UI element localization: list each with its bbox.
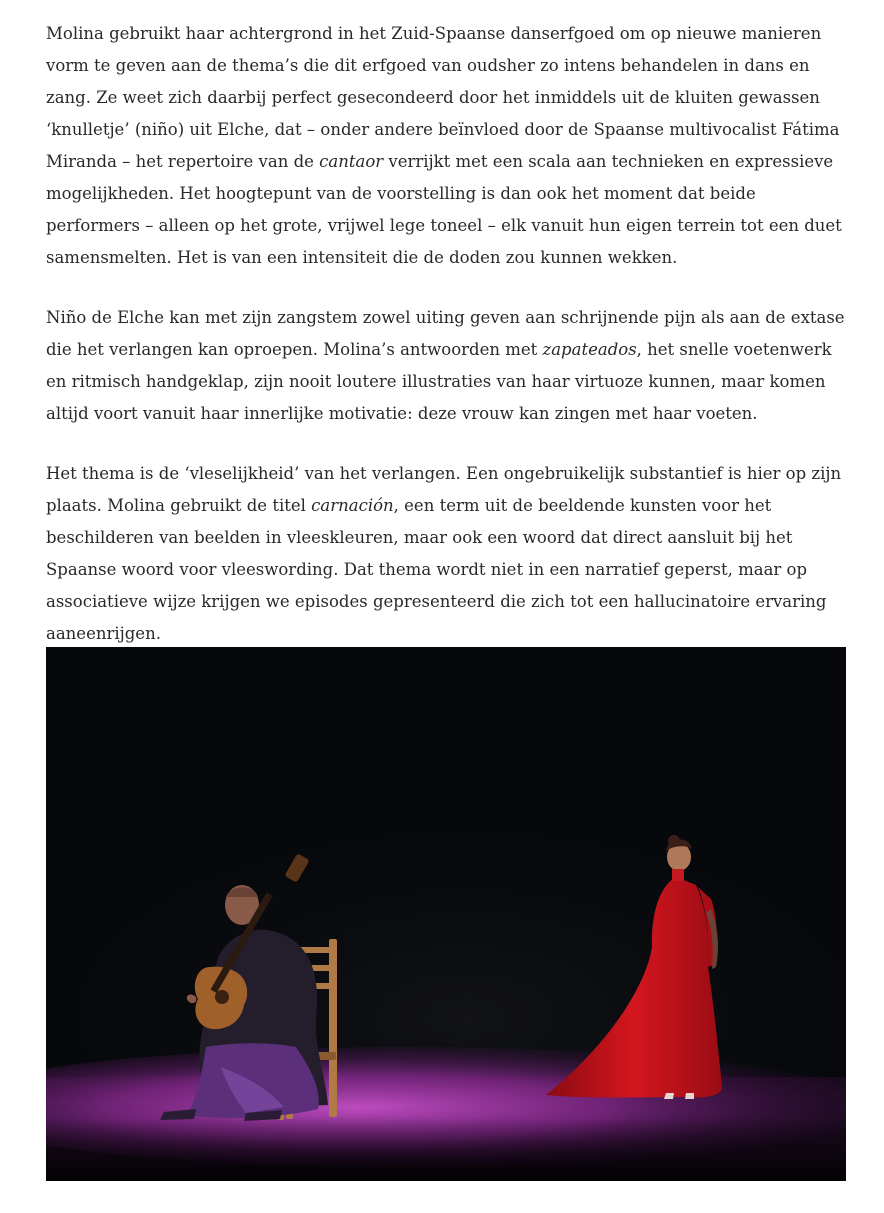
paragraph-3-emphasis: carnación <box>311 496 394 515</box>
paragraph-1-text-b: verrijkt met een scala aan technieken en expressieve mogelijkheden. Het hoogtepunt van de voorstelling is dan ook het moment dat beide performers – alleen op het grote, vrijwel lege toneel – elk vanuit hun eigen terrein tot een duet samensmelten. Het is van een intensiteit die de doden zou kunnen wekken. <box>46 152 842 267</box>
paragraph-3-text-b: , een term uit de beeldende kunsten voor het beschilderen van beelden in vleeskleuren, maar ook een woord dat direct aansluit bij het Spaanse woord voor vleeswording. Dat thema wordt niet in een narratief geperst, maar op associatieve wijze krijgen we episodes gepresenteerd die zich tot een hallucinatoire ervaring aaneenrijgen. <box>46 496 827 643</box>
paragraph-1-emphasis: cantaor <box>319 152 384 171</box>
article-body <box>46 18 846 678</box>
paragraph-2-text-b: , het snelle voetenwerk en ritmisch handgeklap, zijn nooit loutere illustraties van haar virtuoze kunnen, maar komen altijd voort vanuit haar innerlijke motivatie: deze vrouw kan zingen met haar voeten. <box>46 340 832 423</box>
paragraph-2 <box>46 302 846 430</box>
paragraph-2-text-a: Niño de Elche kan met zijn zangstem zowel uiting geven aan schrijnende pijn als aan de extase die het verlangen kan oproepen. Molina’s antwoorden met <box>46 308 845 359</box>
paragraph-3 <box>46 458 846 650</box>
paragraph-1 <box>46 18 846 274</box>
performance-illustration <box>46 647 846 1181</box>
performance-photo[interactable] <box>46 647 846 1181</box>
paragraph-3-text-a: Het thema is de ‘vleselijkheid’ van het verlangen. Een ongebruikelijk substantief is hier op zijn plaats. Molina gebruikt de titel <box>46 464 842 515</box>
paragraph-1-text-a: Molina gebruikt haar achtergrond in het Zuid-Spaanse danserfgoed om op nieuwe manieren vorm te geven aan de thema’s die dit erfgoed van oudsher zo intens behandelen in dans en zang. Ze weet zich daarbij perfect gesecondeerd door het inmiddels uit de kluiten gewassen ‘knulletje’ (niño) uit Elche, dat – onder andere beïnvloed door de Spaanse multivocalist Fátima Miranda – het repertoire van de <box>46 24 840 171</box>
paragraph-2-emphasis: zapateados <box>542 340 637 359</box>
